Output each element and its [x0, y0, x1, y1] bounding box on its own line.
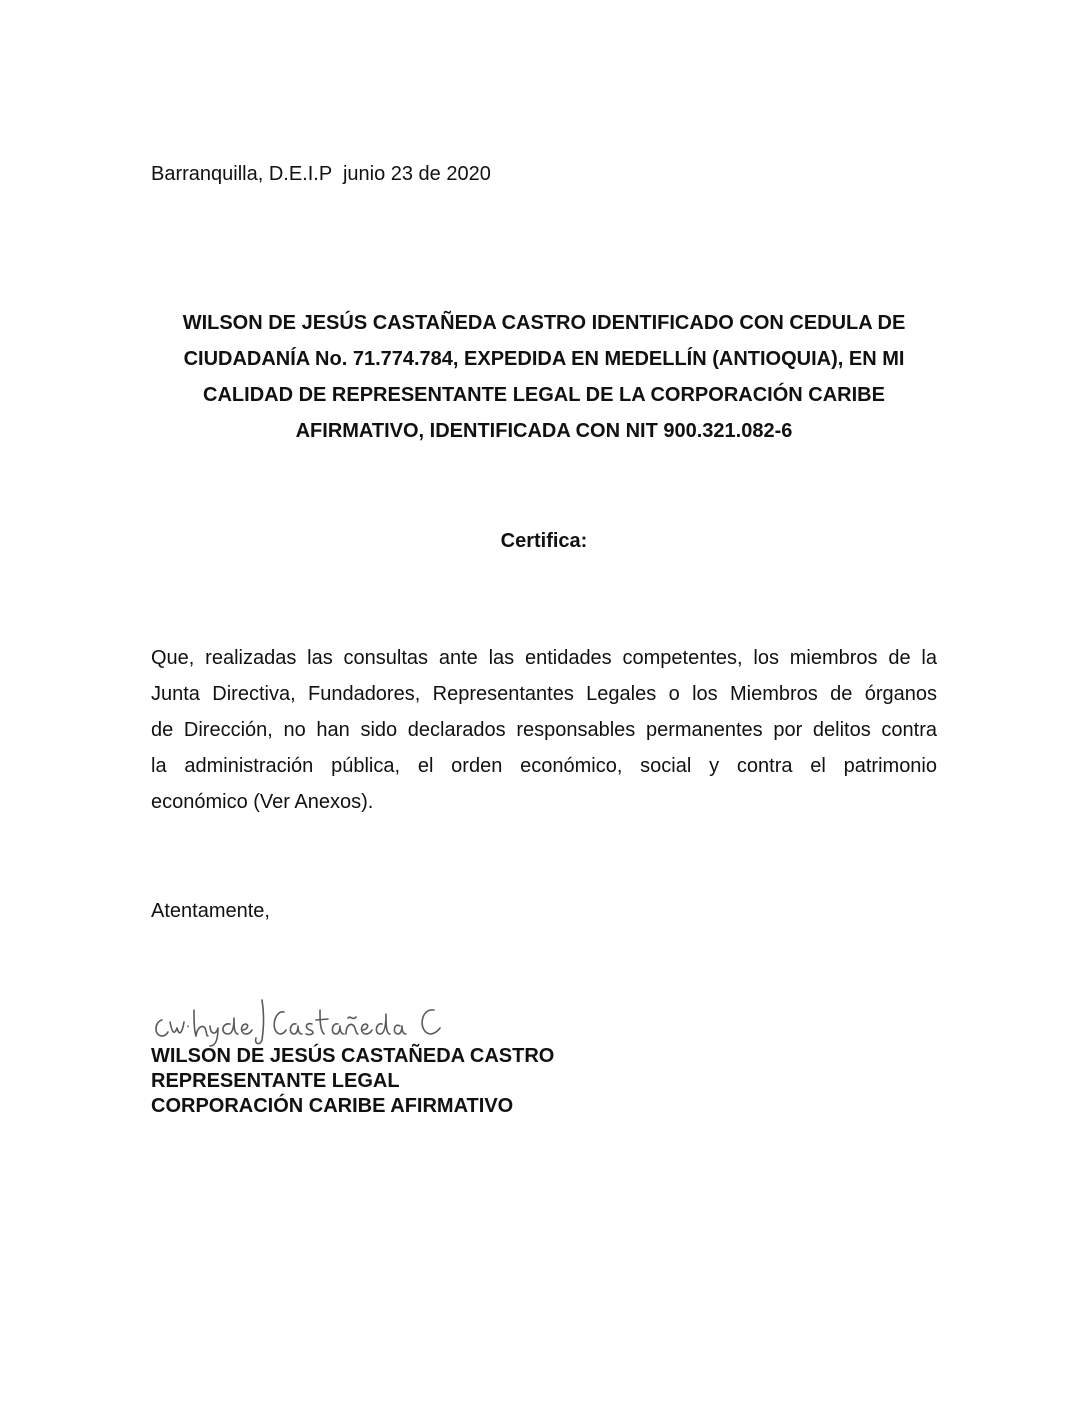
- handwritten-signature: [150, 988, 450, 1048]
- certifier-statement-line: CALIDAD DE REPRESENTANTE LEGAL DE LA CORPORACIÓN CARIBE: [203, 384, 885, 406]
- place-date: Barranquilla, D.E.I.P junio 23 de 2020: [151, 163, 491, 185]
- body-line: económico (Ver Anexos).: [151, 791, 374, 813]
- signatory-block: [151, 1044, 554, 1119]
- certification-body: [151, 640, 937, 820]
- body-line: la administración pública, el orden económico, social y contra el patrimonio: [151, 755, 937, 777]
- certifica-heading: Certifica:: [500, 530, 588, 552]
- body-line: Que, realizadas las consultas ante las entidades competentes, los miembros de la: [151, 647, 937, 669]
- body-line: Junta Directiva, Fundadores, Representantes Legales o los Miembros de órganos: [151, 683, 937, 705]
- closing-salutation: Atentamente,: [151, 900, 270, 922]
- certifier-statement: [148, 305, 940, 449]
- signatory-name: WILSON DE JESÚS CASTAÑEDA CASTRO: [151, 1045, 555, 1067]
- certifier-statement-line: WILSON DE JESÚS CASTAÑEDA CASTRO IDENTIFICADO CON CEDULA DE: [182, 312, 906, 334]
- body-line: de Dirección, no han sido declarados responsables permanentes por delitos contra: [151, 719, 937, 741]
- certifier-statement-line: AFIRMATIVO, IDENTIFICADA CON NIT 900.321.082-6: [295, 420, 793, 442]
- signatory-role: REPRESENTANTE LEGAL: [151, 1070, 400, 1092]
- certifier-statement-line: CIUDADANÍA No. 71.774.784, EXPEDIDA EN MEDELLÍN (ANTIOQUIA), EN MI: [183, 348, 905, 370]
- signatory-organization: CORPORACIÓN CARIBE AFIRMATIVO: [151, 1095, 514, 1117]
